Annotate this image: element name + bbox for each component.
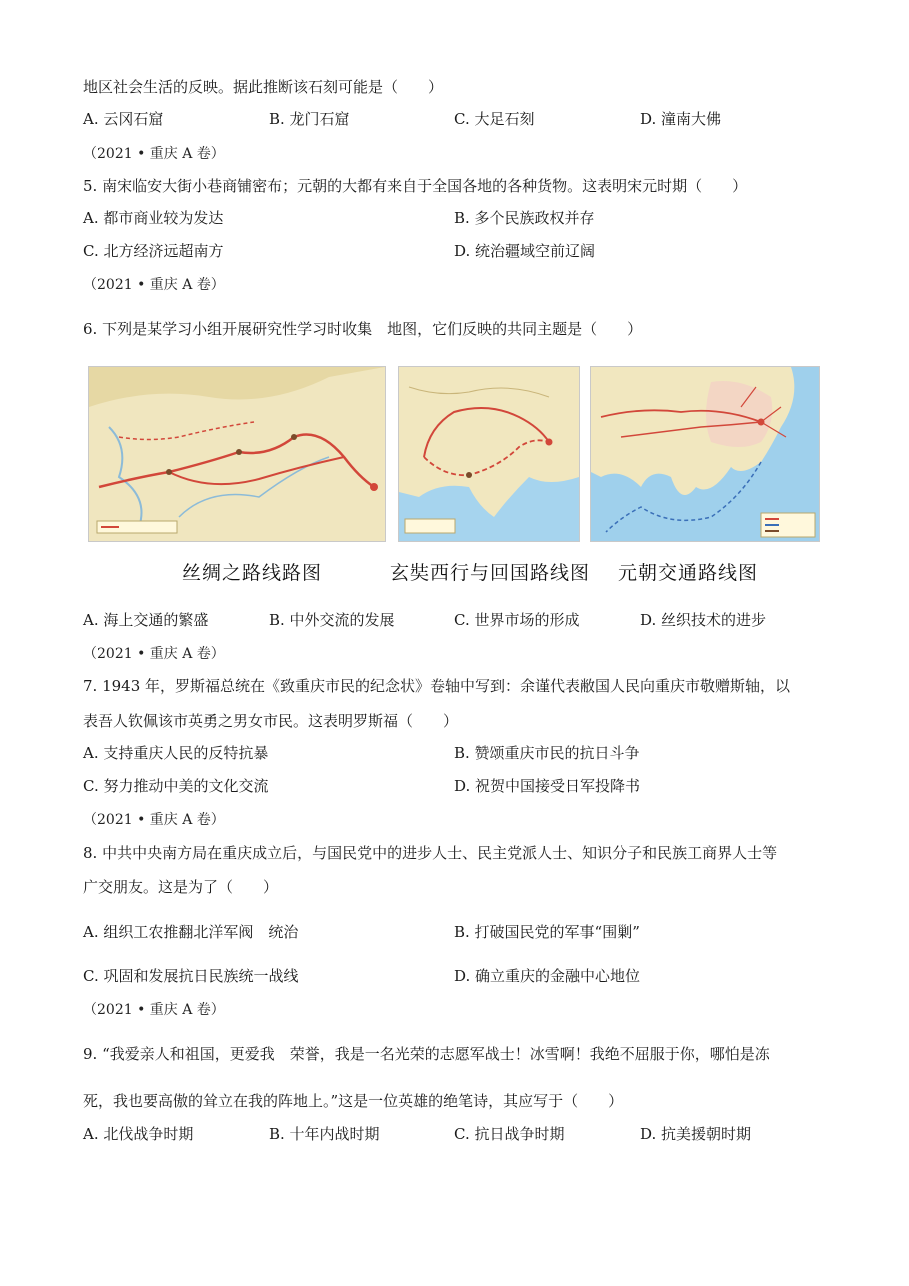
q5-option-c[interactable]: C. 北方经济远超南方 xyxy=(83,242,224,260)
q8-option-b[interactable]: B. 打破国民党的军事“围剿” xyxy=(454,923,640,941)
q6-option-c[interactable]: C. 世界市场的形成 xyxy=(454,611,580,629)
q4-option-d[interactable]: D. 潼南大佛 xyxy=(640,110,722,128)
q6-source: （2021 • 重庆 A 卷） xyxy=(83,277,225,293)
yuan-transport-map xyxy=(590,366,820,542)
q5-option-b[interactable]: B. 多个民族政权并存 xyxy=(454,209,595,227)
q8-source: （2021 • 重庆 A 卷） xyxy=(83,812,225,828)
map-caption-xuanzang: 玄奘西行与回国路线图 xyxy=(390,562,591,584)
q7-source: （2021 • 重庆 A 卷） xyxy=(83,646,225,662)
q9-option-d[interactable]: D. 抗美援朝时期 xyxy=(640,1125,752,1143)
q5-stem: 5. 南宋临安大街小巷商铺密布；元朝的大都有来自于全国各地的各种货物。这表明宋元时期（ ） xyxy=(83,177,748,195)
q4-option-a[interactable]: A. 云冈石窟 xyxy=(83,110,164,128)
yuan-transport-map-graphic xyxy=(591,367,819,541)
xuanzang-route-map xyxy=(398,366,580,542)
q9-option-a[interactable]: A. 北伐战争时期 xyxy=(83,1125,194,1143)
q7-stem-line2: 表吾人钦佩该市英勇之男女市民。这表明罗斯福（ ） xyxy=(83,712,459,730)
q7-option-c[interactable]: C. 努力推动中美的文化交流 xyxy=(83,777,269,795)
q8-option-c[interactable]: C. 巩固和发展抗日民族统一战线 xyxy=(83,967,299,985)
map-caption-silk-road: 丝绸之路线路图 xyxy=(182,562,323,584)
q9-source: （2021 • 重庆 A 卷） xyxy=(83,1002,225,1018)
silk-road-map xyxy=(88,366,386,542)
q7-option-d[interactable]: D. 祝贺中国接受日军投降书 xyxy=(454,777,641,795)
q8-option-d[interactable]: D. 确立重庆的金融中心地位 xyxy=(454,967,641,985)
q5-option-a[interactable]: A. 都市商业较为发达 xyxy=(83,209,224,227)
q8-stem-line2: 广交朋友。这是为了（ ） xyxy=(83,878,279,896)
q9-stem-line1: 9. “我爱亲人和祖国，更爱我 荣誉，我是一名光荣的志愿军战士！冰雪啊！我绝不屈服于你，哪怕是冻 xyxy=(83,1045,770,1063)
silk-road-map-graphic xyxy=(89,367,385,541)
q9-option-c[interactable]: C. 抗日战争时期 xyxy=(454,1125,565,1143)
q6-stem: 6. 下列是某学习小组开展研究性学习时收集 地图，它们反映的共同主题是（ ） xyxy=(83,320,643,338)
q6-option-b[interactable]: B. 中外交流的发展 xyxy=(269,611,395,629)
q9-option-b[interactable]: B. 十年内战时期 xyxy=(269,1125,380,1143)
q9-stem-line2: 死，我也要高傲的耸立在我的阵地上。”这是一位英雄的绝笔诗，其应写于（ ） xyxy=(83,1092,624,1110)
q7-option-a[interactable]: A. 支持重庆人民的反特抗暴 xyxy=(83,744,269,762)
q8-option-a[interactable]: A. 组织工农推翻北洋军阀 统治 xyxy=(83,923,299,941)
map-caption-yuan: 元朝交通路线图 xyxy=(618,562,759,584)
q8-stem-line1: 8. 中共中央南方局在重庆成立后，与国民党中的进步人士、民主党派人士、知识分子和民族工商界人士等 xyxy=(83,844,778,862)
q5-option-d[interactable]: D. 统治疆域空前辽阔 xyxy=(454,242,596,260)
q4-option-c[interactable]: C. 大足石刻 xyxy=(454,110,535,128)
q7-stem-line1: 7. 1943 年，罗斯福总统在《致重庆市民的纪念状》卷轴中写到：余谨代表敝国人民向重庆市敬赠斯轴，以 xyxy=(83,677,791,695)
q5-source: （2021 • 重庆 A 卷） xyxy=(83,146,225,162)
q7-option-b[interactable]: B. 赞颂重庆市民的抗日斗争 xyxy=(454,744,640,762)
xuanzang-route-map-graphic xyxy=(399,367,579,541)
q4-option-b[interactable]: B. 龙门石窟 xyxy=(269,110,350,128)
q4-stem-tail: 地区社会生活的反映。据此推断该石刻可能是（ ） xyxy=(83,78,444,96)
q6-option-d[interactable]: D. 丝织技术的进步 xyxy=(640,611,767,629)
q6-option-a[interactable]: A. 海上交通的繁盛 xyxy=(83,611,209,629)
